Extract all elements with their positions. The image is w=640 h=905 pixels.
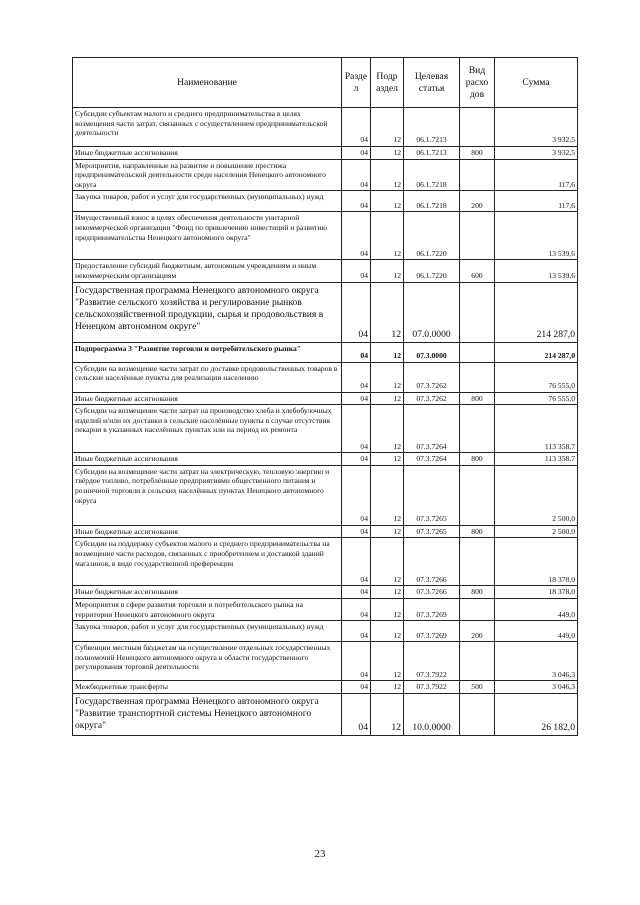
row-type-cell: 200 bbox=[460, 191, 495, 212]
row-section-cell: 04 bbox=[342, 681, 371, 694]
row-name-cell: Межбюджетные трансферты bbox=[73, 681, 342, 694]
row-type-cell: 800 bbox=[460, 525, 495, 538]
row-type-cell bbox=[460, 465, 495, 525]
row-subsection-cell: 12 bbox=[371, 108, 404, 147]
row-name-cell: Государственная программа Ненецкого автономного округа "Развитие сельского хозяйства и регулирование рынков сельскохозяйственной продукции, сырья и продовольствия в Ненецком автономном округе" bbox=[73, 282, 342, 342]
row-target-cell: 06.1.7213 bbox=[404, 147, 460, 160]
row-name-cell: Субсидии на возмещение части затрат по доставке продовольственных товаров в сельские населённые пункты для реализации населению bbox=[73, 362, 342, 392]
row-section-cell: 04 bbox=[342, 693, 371, 735]
row-target-cell: 07.3.7266 bbox=[404, 586, 460, 599]
row-subsection-cell: 12 bbox=[371, 621, 404, 642]
row-section-cell: 04 bbox=[342, 159, 371, 191]
row-sum-cell: 117,6 bbox=[495, 159, 578, 191]
row-type-cell: 800 bbox=[460, 453, 495, 466]
table-row bbox=[73, 621, 578, 642]
row-type-cell bbox=[460, 108, 495, 147]
row-sum-cell: 3 046,3 bbox=[495, 681, 578, 694]
row-target-cell: 07.3.7264 bbox=[404, 405, 460, 453]
row-section-cell: 04 bbox=[342, 621, 371, 642]
table-row bbox=[73, 693, 578, 735]
row-target-cell: 07.3.7264 bbox=[404, 453, 460, 466]
row-section-cell: 04 bbox=[342, 538, 371, 586]
table-row bbox=[73, 362, 578, 392]
row-section-cell: 04 bbox=[342, 260, 371, 282]
row-target-cell: 07.0.0000 bbox=[404, 282, 460, 342]
row-name-cell: Предоставление субсидий бюджетным, автономным учреждениям и иным некоммерческим организациям bbox=[73, 260, 342, 282]
table-row bbox=[73, 282, 578, 342]
table-row bbox=[73, 525, 578, 538]
row-section-cell: 04 bbox=[342, 392, 371, 405]
row-sum-cell: 214 287,0 bbox=[495, 282, 578, 342]
row-sum-cell: 26 182,0 bbox=[495, 693, 578, 735]
row-subsection-cell: 12 bbox=[371, 342, 404, 362]
row-type-cell: 800 bbox=[460, 586, 495, 599]
row-name-cell: Иные бюджетные ассигнования bbox=[73, 586, 342, 599]
row-name-cell: Государственная программа Ненецкого автономного округа "Развитие транспортной системы Ненецкого автономного округа" bbox=[73, 693, 342, 735]
row-section-cell: 04 bbox=[342, 362, 371, 392]
row-target-cell: 06.1.7213 bbox=[404, 108, 460, 147]
row-target-cell: 06.1.7218 bbox=[404, 159, 460, 191]
row-type-cell: 800 bbox=[460, 392, 495, 405]
row-subsection-cell: 12 bbox=[371, 260, 404, 282]
table-header-row bbox=[73, 58, 578, 108]
row-sum-cell: 2 500,0 bbox=[495, 525, 578, 538]
header-type: Вид расхо дов bbox=[460, 58, 495, 108]
row-name-cell: Закупка товаров, работ и услуг для государственных (муниципальных) нужд bbox=[73, 621, 342, 642]
row-target-cell: 07.3.7922 bbox=[404, 642, 460, 681]
table-row bbox=[73, 598, 578, 620]
row-name-cell: Мероприятия в сфере развития торговли и потребительского рынка на территории Ненецкого автономного округа bbox=[73, 598, 342, 620]
row-name-cell: Мероприятия, направленные на развитие и повышение престижа предпринимательской деятельности среди населения Ненецкого автономного округа bbox=[73, 159, 342, 191]
row-sum-cell: 76 555,0 bbox=[495, 392, 578, 405]
row-subsection-cell: 12 bbox=[371, 538, 404, 586]
row-subsection-cell: 12 bbox=[371, 586, 404, 599]
row-sum-cell: 113 358,7 bbox=[495, 405, 578, 453]
table-row bbox=[73, 159, 578, 191]
row-name-cell: Субсидии субъектам малого и среднего предпринимательства в целях возмещения части затрат, связанных с осуществлением предпринимательской деятельности bbox=[73, 108, 342, 147]
row-name-cell: Иные бюджетные ассигнования bbox=[73, 525, 342, 538]
row-target-cell: 07.3.7262 bbox=[404, 392, 460, 405]
table-row bbox=[73, 147, 578, 160]
row-section-cell: 04 bbox=[342, 212, 371, 260]
row-target-cell: 07.3.7269 bbox=[404, 621, 460, 642]
row-section-cell: 04 bbox=[342, 191, 371, 212]
row-name-cell: Субсидии на возмещение части затрат на производство хлеба и хлебобулочных изделий и/или их доставки в сельские населённые пункты в случае отсутствия пекарни в указанных населённых пунктах или на период их ремонта bbox=[73, 405, 342, 453]
budget-table bbox=[72, 57, 578, 736]
row-sum-cell: 13 539,6 bbox=[495, 260, 578, 282]
row-subsection-cell: 12 bbox=[371, 453, 404, 466]
header-sum: Сумма bbox=[495, 58, 578, 108]
row-target-cell: 06.1.7220 bbox=[404, 212, 460, 260]
header-subsection: Подр аздел bbox=[371, 58, 404, 108]
row-type-cell: 200 bbox=[460, 621, 495, 642]
row-subsection-cell: 12 bbox=[371, 525, 404, 538]
table-row bbox=[73, 191, 578, 212]
header-target: Целевая статья bbox=[404, 58, 460, 108]
row-type-cell bbox=[460, 342, 495, 362]
row-subsection-cell: 12 bbox=[371, 598, 404, 620]
row-target-cell: 07.3.7269 bbox=[404, 598, 460, 620]
row-sum-cell: 3 046,3 bbox=[495, 642, 578, 681]
row-sum-cell: 117,6 bbox=[495, 191, 578, 212]
row-type-cell bbox=[460, 538, 495, 586]
row-target-cell: 07.3.7266 bbox=[404, 538, 460, 586]
table-row bbox=[73, 212, 578, 260]
table-row bbox=[73, 260, 578, 282]
row-sum-cell: 449,0 bbox=[495, 598, 578, 620]
row-type-cell bbox=[460, 642, 495, 681]
header-name: Наименование bbox=[73, 58, 342, 108]
row-section-cell: 04 bbox=[342, 465, 371, 525]
row-type-cell bbox=[460, 598, 495, 620]
table-row bbox=[73, 453, 578, 466]
row-section-cell: 04 bbox=[342, 453, 371, 466]
row-section-cell: 04 bbox=[342, 108, 371, 147]
row-name-cell: Иные бюджетные ассигнования bbox=[73, 453, 342, 466]
header-section: Разде л bbox=[342, 58, 371, 108]
page-number: 23 bbox=[314, 848, 326, 860]
row-name-cell: Подпрограмма 3 "Развитие торговли и потребительского рынка" bbox=[73, 342, 342, 362]
row-subsection-cell: 12 bbox=[371, 159, 404, 191]
row-subsection-cell: 12 bbox=[371, 681, 404, 694]
row-target-cell: 07.3.7262 bbox=[404, 362, 460, 392]
row-sum-cell: 214 287,0 bbox=[495, 342, 578, 362]
row-name-cell: Имущественный взнос в целях обеспечения деятельности унитарной некоммерческой организации "Фонд по привлечению инвестиций и развитию предпринимательства Ненецкого автономного округа" bbox=[73, 212, 342, 260]
table-body bbox=[73, 108, 578, 736]
row-sum-cell: 3 932,5 bbox=[495, 108, 578, 147]
row-sum-cell: 13 539,6 bbox=[495, 212, 578, 260]
row-subsection-cell: 12 bbox=[371, 191, 404, 212]
row-type-cell bbox=[460, 693, 495, 735]
table-row bbox=[73, 642, 578, 681]
row-subsection-cell: 12 bbox=[371, 693, 404, 735]
row-sum-cell: 18 378,0 bbox=[495, 538, 578, 586]
table-row bbox=[73, 465, 578, 525]
row-type-cell bbox=[460, 159, 495, 191]
row-section-cell: 04 bbox=[342, 342, 371, 362]
row-subsection-cell: 12 bbox=[371, 212, 404, 260]
row-section-cell: 04 bbox=[342, 282, 371, 342]
row-section-cell: 04 bbox=[342, 147, 371, 160]
row-subsection-cell: 12 bbox=[371, 392, 404, 405]
table-row bbox=[73, 392, 578, 405]
row-name-cell: Субсидии на возмещение части затрат на электрическую, тепловую энергию и твёрдое топливо, потреблённые предприятиями общественного питания и розничной торговли в сельских населённых пунктах Ненецкого автономного округа bbox=[73, 465, 342, 525]
row-type-cell bbox=[460, 282, 495, 342]
row-target-cell: 06.1.7220 bbox=[404, 260, 460, 282]
row-section-cell: 04 bbox=[342, 586, 371, 599]
row-sum-cell: 2 500,0 bbox=[495, 465, 578, 525]
row-type-cell bbox=[460, 362, 495, 392]
row-section-cell: 04 bbox=[342, 642, 371, 681]
row-subsection-cell: 12 bbox=[371, 147, 404, 160]
row-type-cell: 600 bbox=[460, 260, 495, 282]
row-sum-cell: 18 378,0 bbox=[495, 586, 578, 599]
row-section-cell: 04 bbox=[342, 598, 371, 620]
row-type-cell: 800 bbox=[460, 147, 495, 160]
row-type-cell bbox=[460, 212, 495, 260]
row-name-cell: Субвенции местным бюджетам на осуществление отдельных государственных полномочий Ненецкого автономного округа в области государственного регулирования торговой деятельности bbox=[73, 642, 342, 681]
row-target-cell: 06.1.7218 bbox=[404, 191, 460, 212]
row-name-cell: Иные бюджетные ассигнования bbox=[73, 147, 342, 160]
table-row bbox=[73, 538, 578, 586]
row-type-cell bbox=[460, 405, 495, 453]
row-target-cell: 07.3.0000 bbox=[404, 342, 460, 362]
table-row bbox=[73, 586, 578, 599]
row-sum-cell: 76 555,0 bbox=[495, 362, 578, 392]
row-target-cell: 07.3.7922 bbox=[404, 681, 460, 694]
row-target-cell: 07.3.7265 bbox=[404, 525, 460, 538]
row-target-cell: 07.3.7265 bbox=[404, 465, 460, 525]
row-name-cell: Иные бюджетные ассигнования bbox=[73, 392, 342, 405]
row-target-cell: 10.0.0000 bbox=[404, 693, 460, 735]
row-subsection-cell: 12 bbox=[371, 405, 404, 453]
row-subsection-cell: 12 bbox=[371, 465, 404, 525]
row-sum-cell: 3 932,5 bbox=[495, 147, 578, 160]
table-row bbox=[73, 342, 578, 362]
table-row bbox=[73, 681, 578, 694]
row-sum-cell: 113 358,7 bbox=[495, 453, 578, 466]
table-row bbox=[73, 405, 578, 453]
row-subsection-cell: 12 bbox=[371, 282, 404, 342]
row-section-cell: 04 bbox=[342, 525, 371, 538]
row-subsection-cell: 12 bbox=[371, 642, 404, 681]
row-section-cell: 04 bbox=[342, 405, 371, 453]
table-row bbox=[73, 108, 578, 147]
row-sum-cell: 449,0 bbox=[495, 621, 578, 642]
row-name-cell: Закупка товаров, работ и услуг для государственных (муниципальных) нужд bbox=[73, 191, 342, 212]
row-subsection-cell: 12 bbox=[371, 362, 404, 392]
row-name-cell: Субсидии на поддержку субъектов малого и среднего предпринимательства на возмещение части расходов, связанных с приобретением и доставкой зданий магазинов, в виде государственной преференции bbox=[73, 538, 342, 586]
row-type-cell: 500 bbox=[460, 681, 495, 694]
